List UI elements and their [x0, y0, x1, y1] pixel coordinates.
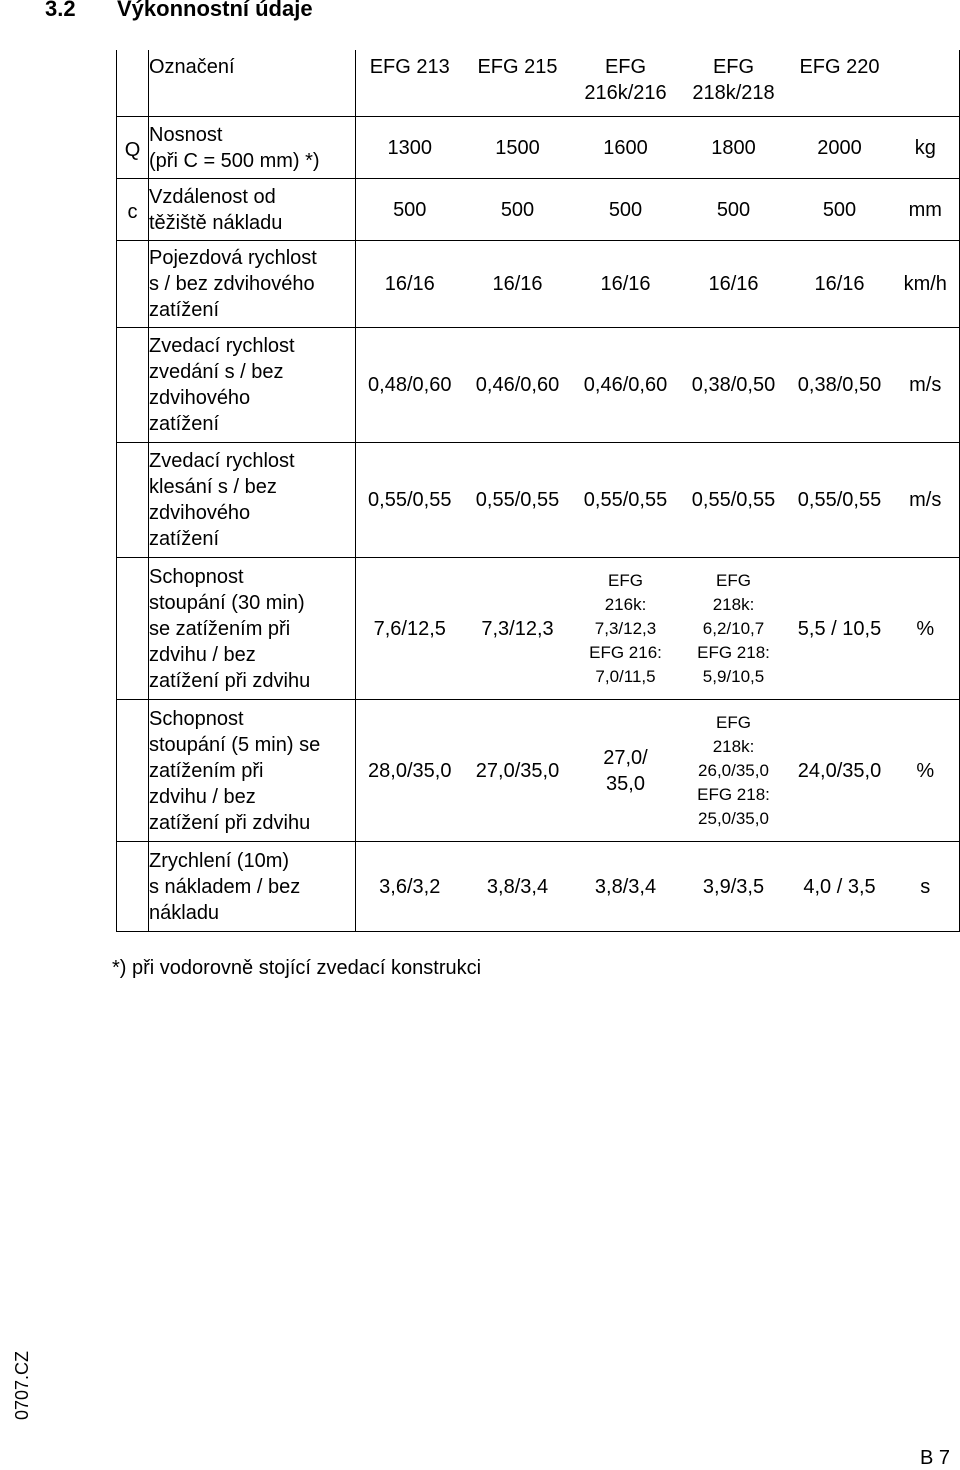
value-cell: EFG 218k: 6,2/10,7 EFG 218: 5,9/10,5 [680, 558, 788, 700]
unit-cell: s [892, 842, 960, 932]
value-cell: EFG 216k: 7,3/12,3 EFG 216: 7,0/11,5 [572, 558, 680, 700]
value-cell: 7,3/12,3 [464, 558, 572, 700]
value-cell: 500 [680, 179, 788, 241]
value-cell: 500 [356, 179, 464, 241]
value-cell: 0,55/0,55 [680, 443, 788, 558]
header-unit-cell [892, 50, 960, 117]
value-cell: 0,48/0,60 [356, 328, 464, 443]
row-symbol [117, 700, 149, 842]
row-label: Vzdálenost od těžiště nákladu [149, 179, 356, 241]
value-cell: 500 [572, 179, 680, 241]
document-code: 0707.CZ [12, 1350, 33, 1421]
table-row [117, 241, 960, 328]
row-symbol [117, 558, 149, 700]
row-label: Zvedací rychlost klesání s / bez zdvihového zatížení [149, 443, 356, 558]
table-row [117, 443, 960, 558]
table-row [117, 328, 960, 443]
unit-cell: kg [892, 117, 960, 179]
row-symbol [117, 443, 149, 558]
value-cell: 0,55/0,55 [572, 443, 680, 558]
value-cell: 5,5 / 10,5 [788, 558, 892, 700]
section-number: 3.2 [45, 0, 76, 21]
value-cell: 0,38/0,50 [680, 328, 788, 443]
table-row [117, 179, 960, 241]
header-model: EFG 215 [477, 56, 558, 78]
row-label: Schopnost stoupání (5 min) se zatížením při zdvihu / bez zatížení při zdvihu [149, 700, 356, 842]
table-row [117, 700, 960, 842]
header-model: EFG 213 [369, 56, 450, 78]
row-label: Zvedací rychlost zvedání s / bez zdvihového zatížení [149, 328, 356, 443]
row-label: Nosnost (při C = 500 mm) *) [149, 117, 356, 179]
value-cell: 1600 [572, 117, 680, 179]
value-cell: 1500 [464, 117, 572, 179]
header-model: EFG 216k/216 [584, 56, 667, 104]
value-cell: EFG 218k: 26,0/35,0 EFG 218: 25,0/35,0 [680, 700, 788, 842]
value-cell: 28,0/35,0 [356, 700, 464, 842]
value-cell: 4,0 / 3,5 [788, 842, 892, 932]
row-label: Pojezdová rychlost s / bez zdvihového zatížení [149, 241, 356, 328]
row-label: Schopnost stoupání (30 min) se zatížením při zdvihu / bez zatížení při zdvihu [149, 558, 356, 700]
performance-table [116, 50, 960, 932]
row-symbol [117, 842, 149, 932]
header-model: EFG 218k/218 [692, 56, 775, 104]
row-label: Zrychlení (10m) s nákladem / bez nákladu [149, 842, 356, 932]
value-cell: 3,9/3,5 [680, 842, 788, 932]
page-number: B 7 [920, 1447, 951, 1469]
value-cell: 3,6/3,2 [356, 842, 464, 932]
row-symbol [117, 241, 149, 328]
value-cell: 500 [788, 179, 892, 241]
row-symbol: c [117, 179, 149, 241]
section-heading [45, 0, 313, 22]
unit-cell: % [892, 558, 960, 700]
value-cell: 24,0/35,0 [788, 700, 892, 842]
unit-cell: % [892, 700, 960, 842]
table-header-row [117, 50, 960, 117]
value-cell: 16/16 [464, 241, 572, 328]
unit-cell: mm [892, 179, 960, 241]
unit-cell: km/h [892, 241, 960, 328]
header-model: EFG 220 [799, 56, 880, 78]
value-cell: 1800 [680, 117, 788, 179]
value-cell: 16/16 [356, 241, 464, 328]
header-symbol-cell [117, 50, 149, 117]
value-cell: 0,55/0,55 [464, 443, 572, 558]
value-cell: 0,46/0,60 [572, 328, 680, 443]
row-symbol: Q [117, 117, 149, 179]
table-row [117, 558, 960, 700]
value-cell: 27,0/35,0 [464, 700, 572, 842]
header-label: Označení [149, 50, 356, 117]
value-cell: 0,46/0,60 [464, 328, 572, 443]
section-title: Výkonnostní údaje [117, 0, 313, 21]
value-cell: 16/16 [572, 241, 680, 328]
value-cell: 16/16 [788, 241, 892, 328]
value-cell: 3,8/3,4 [572, 842, 680, 932]
unit-cell: m/s [892, 328, 960, 443]
row-symbol [117, 328, 149, 443]
value-cell: 0,38/0,50 [788, 328, 892, 443]
table-row [117, 117, 960, 179]
value-cell: 0,55/0,55 [356, 443, 464, 558]
value-cell: 3,8/3,4 [464, 842, 572, 932]
value-cell: 0,55/0,55 [788, 443, 892, 558]
value-cell: 16/16 [680, 241, 788, 328]
value-cell: 500 [464, 179, 572, 241]
unit-cell: m/s [892, 443, 960, 558]
value-cell: 2000 [788, 117, 892, 179]
table-row [117, 842, 960, 932]
value-cell: 7,6/12,5 [356, 558, 464, 700]
value-cell: 1300 [356, 117, 464, 179]
value-cell: 27,0/ 35,0 [572, 700, 680, 842]
footnote: *) při vodorovně stojící zvedací konstrukci [112, 957, 482, 979]
